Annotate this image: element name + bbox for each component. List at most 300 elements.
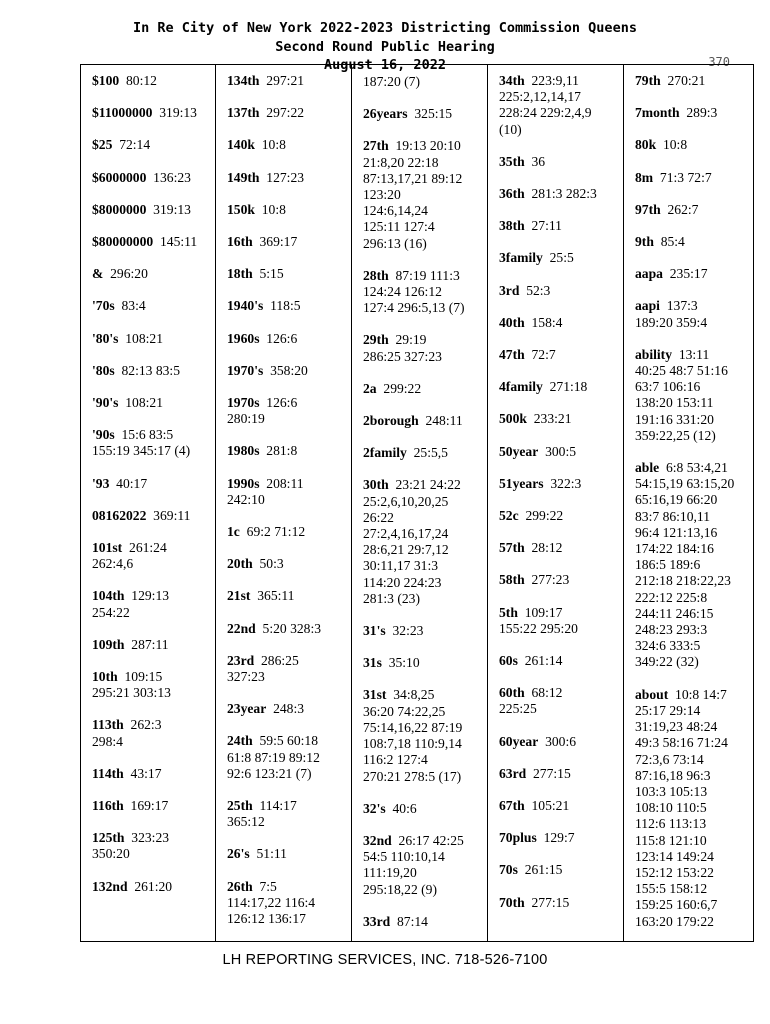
index-entry — [92, 588, 214, 620]
index-term: $6000000 — [92, 169, 147, 185]
index-term: 1970s — [227, 395, 260, 411]
index-entry — [635, 298, 753, 330]
index-term: 2a — [363, 380, 377, 396]
page-line-reference: 136:23 — [153, 169, 191, 185]
index-entry — [499, 734, 621, 750]
index-term: 20th — [227, 556, 253, 572]
index-term: 52c — [499, 508, 519, 524]
page-line-reference: 114:17,22 116:4 — [227, 894, 316, 910]
page-line-reference: 105:21 — [531, 798, 570, 814]
index-term: 31's — [363, 623, 386, 639]
page-line-reference: 261:15 — [524, 862, 563, 878]
index-entry — [227, 73, 349, 89]
index-entry — [363, 106, 485, 122]
index-entry — [499, 283, 621, 299]
index-entry — [92, 363, 214, 379]
page-line-reference: 61:8 87:19 89:12 — [227, 749, 320, 765]
page-line-reference: 129:13 — [131, 588, 170, 604]
index-entry — [635, 460, 753, 671]
index-entry — [227, 234, 349, 250]
page-line-reference: 27:2,4,16,17,24 — [363, 526, 449, 542]
index-entry — [363, 445, 485, 461]
index-term: '93 — [92, 475, 110, 491]
page-line-reference: 358:20 — [270, 362, 308, 378]
index-entry — [227, 879, 349, 928]
page-line-reference: 87:13,17,21 89:12 — [363, 170, 463, 186]
page-number: 370 — [708, 55, 730, 69]
index-term: 47th — [499, 347, 525, 363]
column-divider — [487, 65, 488, 941]
page-line-reference: (10) — [499, 121, 522, 137]
page-line-reference: 254:22 — [92, 604, 130, 620]
index-term: aapa — [635, 266, 663, 282]
index-term: '80's — [92, 330, 119, 346]
page-line-reference: 158:4 — [531, 314, 563, 330]
index-entry — [227, 202, 349, 218]
page-line-reference: 319:13 — [153, 201, 191, 217]
index-entry — [635, 347, 753, 444]
index-term: 34th — [499, 73, 525, 88]
page-line-reference: 35:10 — [388, 655, 420, 671]
index-column-1 — [92, 73, 214, 911]
page-line-reference: 261:20 — [134, 878, 173, 894]
index-entry — [499, 653, 621, 669]
index-term: 60th — [499, 685, 525, 701]
index-entry — [499, 862, 621, 878]
index-entry — [635, 105, 753, 121]
index-entry — [499, 830, 621, 846]
index-entry — [635, 266, 753, 282]
index-entry — [635, 202, 753, 218]
page-line-reference: 222:12 225:8 — [635, 589, 708, 605]
index-term: 16th — [227, 234, 253, 250]
index-entry — [92, 202, 214, 218]
page-line-reference: 138:20 153:11 — [635, 395, 714, 411]
page-line-reference: 299:22 — [525, 508, 564, 524]
page-line-reference: 10:8 — [261, 137, 286, 153]
page-line-reference: 281:8 — [266, 443, 298, 459]
index-term: 3rd — [499, 282, 520, 298]
page-line-reference: 262:3 — [130, 717, 162, 733]
page-line-reference: 108:7,18 110:9,14 — [363, 736, 462, 752]
page-line-reference: 75:14,16,22 87:19 — [363, 719, 463, 735]
index-term: 32's — [363, 800, 386, 816]
index-entry — [92, 766, 214, 782]
page-line-reference: 25:17 29:14 — [635, 702, 701, 718]
page-line-reference: 19:13 20:10 — [395, 138, 461, 154]
page-line-reference: 32:23 — [392, 623, 424, 639]
page-line-reference: 212:18 218:22,23 — [635, 573, 731, 589]
page-line-reference: 261:14 — [524, 653, 563, 669]
page-line-reference: 40:25 48:7 51:16 — [635, 363, 728, 379]
page-line-reference: 287:11 — [131, 636, 169, 652]
page-line-reference: 127:4 296:5,13 (7) — [363, 300, 465, 316]
index-term: 9th — [635, 234, 654, 250]
index-entry — [499, 540, 621, 556]
index-term: 500k — [499, 411, 527, 427]
index-term: 60s — [499, 653, 518, 669]
page-line-reference: 248:3 — [273, 701, 305, 717]
page-line-reference: 281:3 (23) — [363, 590, 421, 606]
page-line-reference: 298:4 — [92, 733, 123, 749]
column-divider — [215, 65, 216, 941]
page-line-reference: 87:19 111:3 — [395, 267, 460, 283]
index-entry — [92, 830, 214, 862]
page-line-reference: 235:17 — [669, 266, 708, 282]
index-term: 67th — [499, 798, 525, 814]
index-term: 109th — [92, 636, 125, 652]
page-line-reference: 350:20 — [92, 846, 130, 862]
index-term: 140k — [227, 137, 255, 153]
page-line-reference: 54:15,19 63:15,20 — [635, 476, 735, 492]
index-term: 29th — [363, 332, 389, 348]
index-entry — [227, 798, 349, 830]
page-line-reference: 152:12 153:22 — [635, 864, 714, 880]
index-term: 33rd — [363, 913, 391, 929]
page-line-reference: 155:22 295:20 — [499, 620, 578, 636]
index-term: 38th — [499, 218, 525, 234]
index-entry — [499, 766, 621, 782]
page-line-reference: 31:19,23 48:24 — [635, 719, 718, 735]
page-line-reference: 324:6 333:5 — [635, 638, 701, 654]
page-line-reference: 72:14 — [119, 137, 151, 153]
page-line-reference: 108:21 — [125, 330, 163, 346]
page-line-reference: 109:17 — [524, 604, 563, 620]
page-line-reference: 300:6 — [545, 733, 577, 749]
page-line-reference: 83:7 86:10,11 — [635, 508, 711, 524]
page-line-reference: 71:3 72:7 — [659, 169, 712, 185]
page-line-reference: 365:11 — [257, 588, 295, 604]
page-line-reference: 369:11 — [153, 507, 191, 523]
index-entry — [499, 379, 621, 395]
index-term: about — [635, 686, 669, 702]
index-entry — [227, 331, 349, 347]
index-entry — [92, 234, 214, 250]
index-entry — [227, 524, 349, 540]
index-term: 2family — [363, 445, 407, 461]
index-term: 36th — [499, 186, 525, 202]
index-term: 8m — [635, 169, 654, 185]
page-line-reference: 280:19 — [227, 411, 265, 427]
page-line-reference: 34:8,25 — [393, 687, 435, 703]
index-entry — [499, 411, 621, 427]
index-entry — [227, 653, 349, 685]
page-line-reference: 295:21 303:13 — [92, 685, 171, 701]
index-term: 134th — [227, 73, 260, 88]
index-term: '80s — [92, 362, 115, 378]
column-divider — [623, 65, 624, 941]
index-term: 30th — [363, 477, 389, 493]
page-line-reference: 59:5 60:18 — [259, 733, 319, 749]
index-term: 63rd — [499, 765, 527, 781]
page-line-reference: 289:3 — [686, 105, 718, 121]
index-term: '90's — [92, 395, 119, 411]
index-entry — [92, 170, 214, 186]
page-line-reference: 36:20 74:22,25 — [363, 703, 446, 719]
index-entry — [227, 363, 349, 379]
page-line-reference: 299:22 — [383, 380, 422, 396]
index-entry — [92, 331, 214, 347]
index-term: 57th — [499, 540, 525, 556]
index-entry — [499, 218, 621, 234]
index-term: 7month — [635, 105, 680, 121]
index-term: 5th — [499, 604, 518, 620]
index-entry — [92, 798, 214, 814]
page-line-reference: 126:6 — [266, 330, 298, 346]
page-line-reference: 30:11,17 31:3 — [363, 558, 439, 574]
index-term: $11000000 — [92, 105, 153, 121]
page-line-reference: 242:10 — [227, 491, 265, 507]
page-line-reference: 5:15 — [259, 266, 284, 282]
page-line-reference: 116:2 127:4 — [363, 752, 428, 768]
page-line-reference: 123:14 149:24 — [635, 848, 714, 864]
page-line-reference: 145:11 — [159, 234, 198, 250]
index-term: 80k — [635, 137, 657, 153]
index-term: 60year — [499, 733, 539, 749]
index-entry — [635, 170, 753, 186]
page-line-reference: 277:15 — [532, 765, 571, 781]
page-line-reference: 129:7 — [543, 830, 575, 846]
page-line-reference: 191:16 331:20 — [635, 411, 714, 427]
page-line-reference: 123:20 — [363, 187, 401, 203]
index-term: 1980s — [227, 443, 260, 459]
index-term: 70plus — [499, 830, 537, 846]
index-term: 2borough — [363, 413, 419, 429]
index-entry — [363, 268, 485, 317]
index-entry — [92, 669, 214, 701]
page-line-reference: 21:8,20 22:18 — [363, 154, 439, 170]
page-line-reference: 85:4 — [660, 234, 685, 250]
page-line-reference: 369:17 — [259, 234, 298, 250]
index-term: 31s — [363, 655, 382, 671]
page-line-reference: 63:7 106:16 — [635, 379, 701, 395]
page-line-reference: 155:19 345:17 (4) — [92, 443, 191, 459]
index-entry — [92, 476, 214, 492]
page-line-reference: 228:24 229:2,4,9 — [499, 105, 592, 121]
page-line-reference: 92:6 123:21 (7) — [227, 765, 312, 781]
index-entry — [92, 508, 214, 524]
index-term: 132nd — [92, 878, 128, 894]
index-term: 23year — [227, 701, 267, 717]
page-line-reference: 87:14 — [396, 913, 428, 929]
page-line-reference: 114:20 224:23 — [363, 574, 442, 590]
index-entry — [92, 137, 214, 153]
index-term: 25th — [227, 798, 253, 814]
page-line-reference: 127:23 — [266, 169, 305, 185]
index-term: 51years — [499, 475, 544, 491]
page-line-reference: 124:24 126:12 — [363, 284, 442, 300]
header-date: August 16, 2022 — [324, 57, 446, 73]
index-term: 116th — [92, 798, 124, 814]
page-line-reference: 43:17 — [130, 765, 162, 781]
page-line-reference: 223:9,11 — [531, 73, 579, 88]
index-entry — [499, 605, 621, 637]
page-line-reference: 248:23 293:3 — [635, 622, 708, 638]
index-entry — [227, 556, 349, 572]
index-entry — [92, 73, 214, 89]
page-line-reference: 83:4 — [121, 298, 146, 314]
page-line-reference: 103:3 105:13 — [635, 783, 708, 799]
page-line-reference: 270:21 278:5 (17) — [363, 768, 462, 784]
index-term: 21st — [227, 588, 251, 604]
index-term: 104th — [92, 588, 125, 604]
index-entry — [499, 315, 621, 331]
index-entry — [92, 637, 214, 653]
index-entry — [363, 914, 485, 930]
page-line-reference: 25:2,6,10,20,25 — [363, 493, 449, 509]
page-line-reference: 322:3 — [550, 475, 582, 491]
page-line-reference: 187:20 (7) — [363, 74, 421, 89]
page-line-reference: 96:4 121:13,16 — [635, 524, 718, 540]
index-term: 70s — [499, 862, 518, 878]
index-term: 97th — [635, 201, 661, 217]
index-entry — [363, 332, 485, 364]
index-term: 137th — [227, 105, 260, 121]
index-column-3 — [363, 74, 485, 946]
page-line-reference: 261:24 — [129, 540, 167, 556]
index-term: ability — [635, 346, 673, 362]
index-entry — [92, 717, 214, 749]
index-term: 113th — [92, 717, 124, 733]
index-term: 26years — [363, 106, 408, 122]
page-line-reference: 327:23 — [227, 669, 265, 685]
index-term: $100 — [92, 73, 120, 88]
index-entry — [227, 846, 349, 862]
page-line-reference: 10:8 — [261, 201, 286, 217]
page-line-reference: 28:6,21 29:7,12 — [363, 542, 449, 558]
index-term: '70s — [92, 298, 115, 314]
page-line-reference: 126:6 — [266, 395, 298, 411]
index-term: 125th — [92, 830, 125, 846]
index-column-5 — [635, 73, 753, 946]
page-line-reference: 137:3 — [666, 298, 698, 314]
page-line-reference: 233:21 — [533, 411, 572, 427]
index-entry — [227, 733, 349, 782]
index-term: $8000000 — [92, 201, 147, 217]
index-entry — [227, 137, 349, 153]
page-line-reference: 286:25 — [260, 652, 299, 668]
index-entry — [92, 105, 214, 121]
index-entry — [227, 105, 349, 121]
page-line-reference: 270:21 — [667, 73, 706, 88]
page-line-reference: 118:5 — [270, 298, 301, 314]
index-entry — [227, 443, 349, 459]
page-line-reference: 114:17 — [259, 798, 297, 814]
index-term: 32nd — [363, 832, 392, 848]
index-term: 3family — [499, 250, 543, 266]
index-entry — [499, 895, 621, 911]
page-line-reference: 325:15 — [414, 106, 453, 122]
index-term: 1940's — [227, 298, 264, 314]
page-line-reference: 72:7 — [531, 347, 556, 363]
page-line-reference: 13:11 — [678, 346, 710, 362]
page-line-reference: 112:6 113:13 — [635, 816, 707, 832]
index-term: 27th — [363, 138, 389, 154]
index-term: 35th — [499, 153, 525, 169]
page-line-reference: 244:11 246:15 — [635, 605, 714, 621]
page-line-reference: 262:7 — [667, 201, 699, 217]
index-term: able — [635, 460, 660, 476]
index-entry — [499, 798, 621, 814]
index-term: 08162022 — [92, 507, 147, 523]
page-line-reference: 277:23 — [531, 572, 570, 588]
column-divider — [351, 65, 352, 941]
index-term: 1960s — [227, 330, 260, 346]
page-line-reference: 87:16,18 96:3 — [635, 767, 711, 783]
page-line-reference: 25:5 — [549, 250, 574, 266]
index-column-2 — [227, 73, 349, 943]
header-title: In Re City of New York 2022-2023 Districting Commission Queens — [133, 20, 637, 36]
index-term: 22nd — [227, 620, 256, 636]
index-entry — [499, 508, 621, 524]
index-entry — [227, 266, 349, 282]
index-term: 79th — [635, 73, 661, 88]
page-line-reference: 82:13 83:5 — [121, 362, 180, 378]
index-entry — [635, 137, 753, 153]
index-entry — [499, 572, 621, 588]
page-line-reference: 323:23 — [131, 830, 170, 846]
page-line-reference: 297:22 — [266, 105, 305, 121]
index-term: 10th — [92, 669, 118, 685]
page-line-reference: 52:3 — [526, 282, 551, 298]
page-line-reference: 296:20 — [110, 266, 148, 282]
index-term: 24th — [227, 733, 253, 749]
index-term: 50year — [499, 443, 539, 459]
index-term: 150k — [227, 201, 255, 217]
page-line-reference: 36 — [531, 153, 546, 169]
index-entry — [499, 476, 621, 492]
page-line-reference: 26:17 42:25 — [398, 832, 464, 848]
index-column-4 — [499, 73, 621, 927]
index-entry — [363, 687, 485, 784]
page-line-reference: 225:25 — [499, 701, 537, 717]
index-entry — [227, 298, 349, 314]
index-entry — [499, 250, 621, 266]
index-term: aapi — [635, 298, 660, 314]
page-line-reference: 300:5 — [545, 443, 577, 459]
page-line-reference: 277:15 — [531, 894, 570, 910]
page-line-reference: 319:13 — [159, 105, 197, 121]
page-line-reference: 23:21 24:22 — [395, 477, 461, 493]
page-line-reference: 28:12 — [531, 540, 563, 556]
index-entry — [363, 74, 485, 90]
page-line-reference: 40:6 — [392, 800, 417, 816]
page-line-reference: 174:22 184:16 — [635, 541, 714, 557]
index-term: 58th — [499, 572, 525, 588]
index-entry — [227, 395, 349, 427]
index-term: 70th — [499, 894, 525, 910]
page-line-reference: 359:22,25 (12) — [635, 427, 716, 443]
page-line-reference: 26:22 — [363, 509, 394, 525]
index-entry — [635, 73, 753, 89]
index-entry — [363, 623, 485, 639]
page-line-reference: 349:22 (32) — [635, 654, 699, 670]
index-entry — [635, 687, 753, 930]
index-term: 28th — [363, 267, 389, 283]
page-line-reference: 25:5,5 — [413, 445, 448, 461]
page-line-reference: 7:5 — [259, 878, 277, 894]
index-entry — [92, 427, 214, 459]
page-line-reference: 281:3 282:3 — [531, 186, 597, 202]
page-line-reference: 68:12 — [531, 685, 563, 701]
index-table — [80, 64, 754, 942]
page-line-reference: 286:25 327:23 — [363, 348, 442, 364]
index-term: 4family — [499, 379, 543, 395]
page-line-reference: 115:8 121:10 — [635, 832, 707, 848]
index-entry — [499, 347, 621, 363]
index-entry — [227, 588, 349, 604]
page-line-reference: 109:15 — [124, 669, 163, 685]
